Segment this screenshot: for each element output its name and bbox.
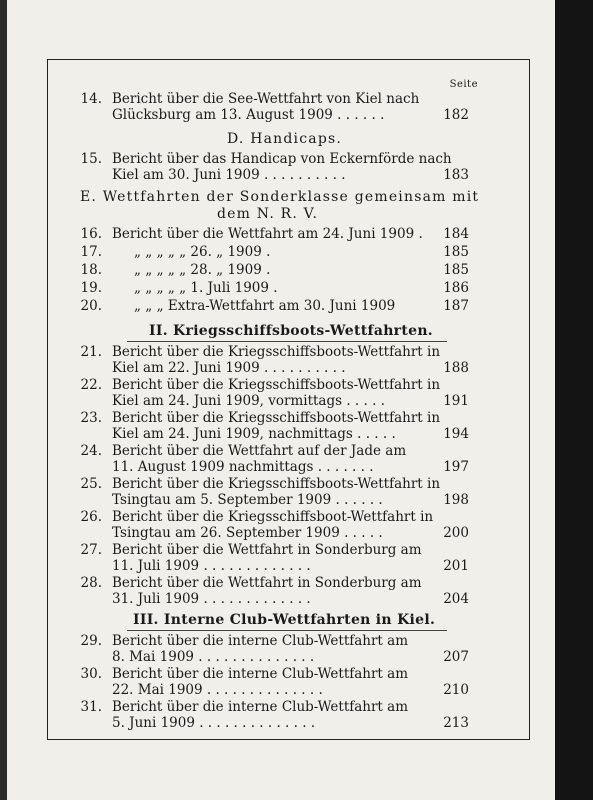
- entry-text: Bericht über die interne Club-Wettfahrt am: [112, 633, 408, 649]
- entry-text: Bericht über die interne Club-Wettfahrt am: [112, 699, 408, 715]
- entry-text: „ „ „ „ „ 1. Juli 1909 .: [134, 280, 278, 296]
- entry-text-cont: 31. Juli 1909 . . . . . . . . . . . . .: [112, 591, 311, 607]
- entry-page: 201: [443, 558, 469, 574]
- section-rule: [127, 630, 447, 631]
- entry-page: 188: [443, 360, 469, 376]
- section-heading-e: E. Wettfahrten der Sonderklasse gemeinsam mit: [80, 189, 480, 205]
- entry-text: Bericht über die Kriegsschiffsboots-Wettfahrt in: [112, 410, 441, 426]
- entry-text: Bericht über die Kriegsschiffsboots-Wettfahrt in: [112, 344, 441, 360]
- section-heading-d: D. Handicaps.: [227, 131, 343, 147]
- entry-text-cont: Kiel am 30. Juni 1909 . . . . . . . . . .: [112, 167, 346, 183]
- entry-page: 194: [443, 426, 469, 442]
- page-column-label: Seite: [449, 79, 478, 90]
- entry-page: 207: [443, 649, 469, 665]
- section-heading-iii: III. Interne Club-Wettfahrten in Kiel.: [133, 612, 436, 628]
- entry-text: Bericht über die See-Wettfahrt von Kiel nach: [112, 91, 420, 107]
- entry-text: Bericht über das Handicap von Eckernförde nach: [112, 151, 452, 167]
- entry-text-cont: 11. August 1909 nachmittags . . . . . . .: [112, 459, 374, 475]
- entry-text: Bericht über die Wettfahrt am 24. Juni 1909 .: [112, 226, 423, 242]
- entry-text-cont: Tsingtau am 26. September 1909 . . . . .: [112, 525, 383, 541]
- entry-text-cont: Glücksburg am 13. August 1909 . . . . . .: [112, 107, 385, 123]
- entry-page: 186: [443, 280, 469, 296]
- entry-text: „ „ „ „ „ 28. „ 1909 .: [134, 262, 271, 278]
- section-heading-e-cont: dem N. R. V.: [217, 206, 319, 222]
- entry-text: Bericht über die Kriegsschiffsboots-Wettfahrt in: [112, 476, 441, 492]
- book-page: Seite 14. Bericht über die See-Wettfahrt von Kiel nach Glücksburg am 13. August 1909 . . . . . . 182 D. Handicaps. 15. Bericht über das Handicap von Eckernförde nach Kiel am 30. Juni 1909 . . . . . . . . . . 183 E. Wettfahrten der Sonderklasse gemeinsam mit dem N. R. V. 16. Bericht über die Wettfahrt am 24. Juni 1909 . 184 17. „ „ „ „ „ 26. „ 1909 . 185 18. „ „ „ „ „ 28. „ 1909 . 185 19. „ „ „ „ „ 1. Juli 1909 . 186 20. „ „ „ Extra-Wettfahrt am 30. Juni 1909 187 II. Kriegsschiffsboots-Wettfahrten. 21. Bericht über die Kriegsschiffsboots-Wettfahrt in Kiel am 22. Juni 1909 . . . . . . . . . . 188 22. Bericht über die Kriegsschiffsboots-Wettfahrt in Kiel am 24. Juni 1909, vormittags . . . . . 191 23. Bericht über die Kriegsschiffsboots-Wettfahrt in Kiel am 24. Juni 1909, nachmittags . . . . . 194 24. Bericht über die Wettfahrt auf der Jade am 11. August 1909 nachmittags . . . . . . . 197 25. Bericht über die Kriegsschiffsboots-Wettfahrt in Tsingtau am 5. September 1909 . . . . . . 198 26. Bericht über die Kriegsschiffsboot-Wettfahrt in Tsingtau am 26. September 1909 . . . . . 200 27. Bericht über die Wettfahrt in Sonderburg am 11. Juli 1909 . . . . . . . . . . . . . 201 28. Bericht über die Wettfahrt in Sonderburg am 31. Juli 1909 . . . . . . . . . . . . . 204 III. Interne Club-Wettfahrten in Kiel. 29. Bericht über die interne Club-Wettfahrt am 8. Mai 1909 . . . . . . . . . . . . . . 207 30. Bericht über die interne Club-Wettfahrt am 22. Mai 1909 . . . . . . . . . . . . . . 210 31. Bericht über die interne Club-Wettfahrt am 5. Juni 1909 . . . . . . . . . . . . . . 213: [7, 0, 555, 800]
- entry-text: Bericht über die Kriegsschiffsboots-Wettfahrt in: [112, 377, 441, 393]
- entry-text: Bericht über die Wettfahrt in Sonderburg am: [112, 575, 422, 591]
- entry-page: 210: [443, 682, 469, 698]
- entry-page: 200: [443, 525, 469, 541]
- entry-text-cont: 11. Juli 1909 . . . . . . . . . . . . .: [112, 558, 311, 574]
- entry-text: Bericht über die Wettfahrt in Sonderburg am: [112, 542, 422, 558]
- entry-page: 191: [443, 393, 469, 409]
- section-rule: [127, 341, 447, 342]
- entry-text: „ „ „ „ „ 26. „ 1909 .: [134, 244, 271, 260]
- entry-text-cont: Kiel am 24. Juni 1909, vormittags . . . . .: [112, 393, 385, 409]
- entry-page: 182: [443, 107, 469, 123]
- entry-text-cont: Kiel am 24. Juni 1909, nachmittags . . . . .: [112, 426, 396, 442]
- entry-text: Bericht über die interne Club-Wettfahrt am: [112, 666, 408, 682]
- entry-text-cont: 22. Mai 1909 . . . . . . . . . . . . . .: [112, 682, 323, 698]
- entry-text: Bericht über die Wettfahrt auf der Jade am: [112, 443, 407, 459]
- entry-text-cont: Tsingtau am 5. September 1909 . . . . . .: [112, 492, 383, 508]
- entry-page: 185: [443, 262, 469, 278]
- scan-border-right: [555, 0, 593, 800]
- scan-border-left: [0, 0, 7, 800]
- entry-page: 198: [443, 492, 469, 508]
- entry-page: 204: [443, 591, 469, 607]
- entry-text: „ „ „ Extra-Wettfahrt am 30. Juni 1909: [134, 298, 396, 314]
- entry-text-cont: 8. Mai 1909 . . . . . . . . . . . . . .: [112, 649, 315, 665]
- entry-page: 184: [443, 226, 469, 242]
- entry-text-cont: 5. Juni 1909 . . . . . . . . . . . . . .: [112, 715, 316, 731]
- section-heading-ii: II. Kriegsschiffsboots-Wettfahrten.: [149, 323, 433, 339]
- entry-page: 187: [443, 298, 469, 314]
- entry-page: 213: [443, 715, 469, 731]
- entry-page: 185: [443, 244, 469, 260]
- entry-page: 183: [443, 167, 469, 183]
- entry-page: 197: [443, 459, 469, 475]
- entry-text-cont: Kiel am 22. Juni 1909 . . . . . . . . . .: [112, 360, 346, 376]
- entry-text: Bericht über die Kriegsschiffsboot-Wettfahrt in: [112, 509, 434, 525]
